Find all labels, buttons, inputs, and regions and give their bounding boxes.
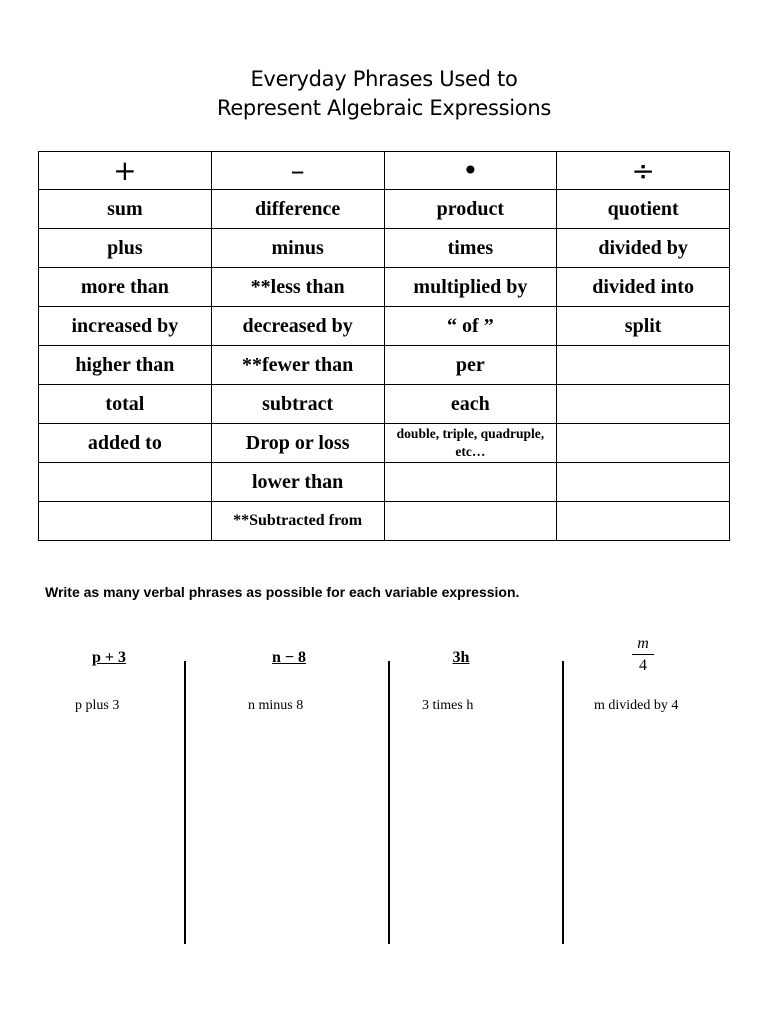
subtraction-symbol-header: – — [211, 152, 384, 190]
table-row — [39, 463, 730, 502]
table-cell: times — [384, 229, 557, 268]
table-cell: subtract — [211, 385, 384, 424]
table-cell: Drop or loss — [211, 424, 384, 463]
table-cell: product — [384, 190, 557, 229]
table-cell: each — [384, 385, 557, 424]
table-row — [39, 307, 730, 346]
table-cell: higher than — [39, 346, 212, 385]
table-cell: minus — [211, 229, 384, 268]
table-cell: decreased by — [211, 307, 384, 346]
division-symbol-header: ÷ — [557, 152, 730, 190]
table-cell — [557, 424, 730, 463]
table-cell: added to — [39, 424, 212, 463]
table-row — [39, 424, 730, 463]
table-cell: **Subtracted from — [211, 502, 384, 541]
expression-n-minus-8: n − 8 — [271, 649, 306, 666]
table-cell: quotient — [557, 190, 730, 229]
table-row — [39, 385, 730, 424]
column-divider — [184, 661, 186, 944]
expression-p-plus-3: p + 3 — [91, 649, 126, 666]
table-cell — [384, 502, 557, 541]
instructions-text: Write as many verbal phrases as possible for each variable expression. — [45, 584, 520, 600]
answer-3h: 3 times h — [422, 698, 474, 713]
column-divider — [562, 661, 564, 944]
table-cell: double, triple, quadruple, etc… — [384, 424, 557, 463]
answer-m-over-4: m divided by 4 — [594, 698, 679, 713]
table-cell — [557, 502, 730, 541]
table-cell — [557, 346, 730, 385]
answer-p-plus-3: p plus 3 — [75, 698, 120, 713]
table-row — [39, 229, 730, 268]
table-cell: multiplied by — [384, 268, 557, 307]
fraction-numerator: m — [637, 635, 649, 652]
table-cell: increased by — [39, 307, 212, 346]
table-cell: split — [557, 307, 730, 346]
table-row — [39, 190, 730, 229]
table-header-row — [39, 152, 730, 190]
table-cell: lower than — [211, 463, 384, 502]
table-cell: sum — [39, 190, 212, 229]
column-divider — [388, 661, 390, 944]
table-cell: “ of ” — [384, 307, 557, 346]
table-cell — [39, 502, 212, 541]
table-cell — [39, 463, 212, 502]
table-cell: plus — [39, 229, 212, 268]
table-cell: difference — [211, 190, 384, 229]
table-cell — [557, 385, 730, 424]
addition-symbol-header: + — [39, 152, 212, 190]
answer-n-minus-8: n minus 8 — [248, 698, 304, 713]
table-cell: more than — [39, 268, 212, 307]
phrases-table — [38, 151, 730, 541]
title-line-1: Everyday Phrases Used to — [250, 67, 518, 91]
multiplication-symbol-header: • — [384, 152, 557, 190]
table-cell: **fewer than — [211, 346, 384, 385]
table-row — [39, 502, 730, 541]
title-line-2: Represent Algebraic Expressions — [216, 96, 552, 120]
table-cell: divided by — [557, 229, 730, 268]
table-row — [39, 346, 730, 385]
table-cell — [557, 463, 730, 502]
table-row — [39, 268, 730, 307]
table-cell: divided into — [557, 268, 730, 307]
table-cell: per — [384, 346, 557, 385]
table-cell: total — [39, 385, 212, 424]
fraction-denominator: 4 — [639, 657, 647, 674]
table-cell: **less than — [211, 268, 384, 307]
expression-m-over-4 — [628, 634, 658, 677]
expression-3h: 3h — [452, 649, 470, 666]
table-cell — [384, 463, 557, 502]
